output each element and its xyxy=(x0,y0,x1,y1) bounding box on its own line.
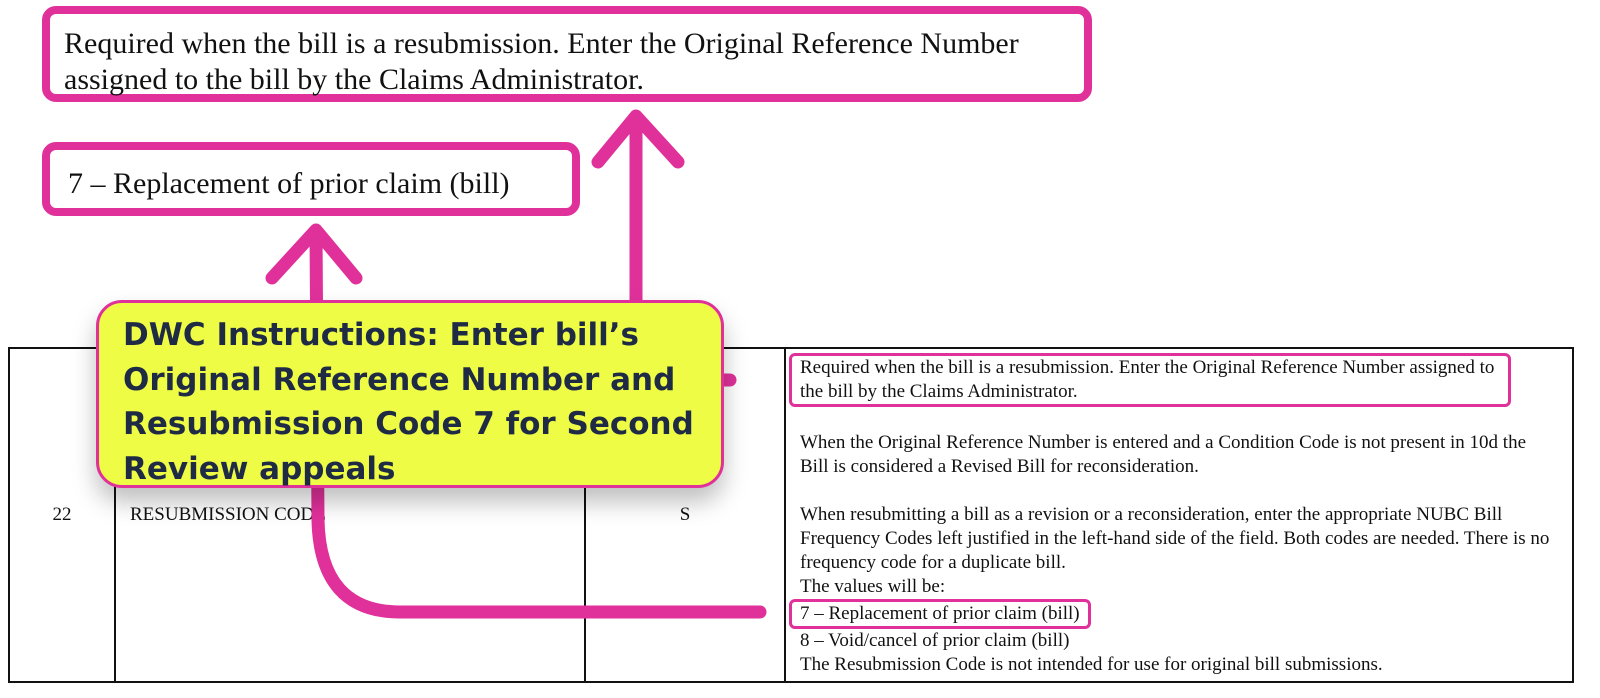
highlight-reference: Required when the bill is a resubmission. Enter the Original Reference Number assigned to the bill by the Claims Administrator. xyxy=(789,353,1511,407)
values-label: The values will be: xyxy=(800,576,946,597)
code-8-text: 8 – Void/cancel of prior claim (bill) xyxy=(800,630,1070,651)
reference-callout xyxy=(42,6,1092,102)
field-name: RESUBMISSION CODE xyxy=(130,504,326,525)
footnote-text: The Resubmission Code is not intended for use for original bill submissions. xyxy=(800,654,1383,675)
row-number: 22 xyxy=(52,504,72,525)
resubmitting-text: When resubmitting a bill as a revision or a reconsideration, enter the appropriate NUBC Bill Frequency Codes left justified in the left-hand side of the field. Both codes are needed. There is no frequency code for a duplicate bill. xyxy=(800,504,1550,573)
code-callout-text: 7 – Replacement of prior claim (bill) xyxy=(68,167,510,200)
instruction-note xyxy=(96,300,724,488)
requirement-code: S xyxy=(679,504,691,525)
reference-callout-text: Required when the bill is a resubmission. Enter the Original Reference Number assigned to the bill by the Claims Administrator. xyxy=(64,27,1019,96)
highlight-code-7: 7 – Replacement of prior claim (bill) xyxy=(789,599,1091,629)
code-callout xyxy=(42,142,580,216)
instruction-note-text: DWC Instructions: Enter bill’s Original Reference Number and Resubmission Code 7 for Second Review appeals xyxy=(123,317,694,487)
revised-bill-text: When the Original Reference Number is entered and a Condition Code is not present in 10d the Bill is considered a Revised Bill for reconsideration. xyxy=(800,432,1527,477)
